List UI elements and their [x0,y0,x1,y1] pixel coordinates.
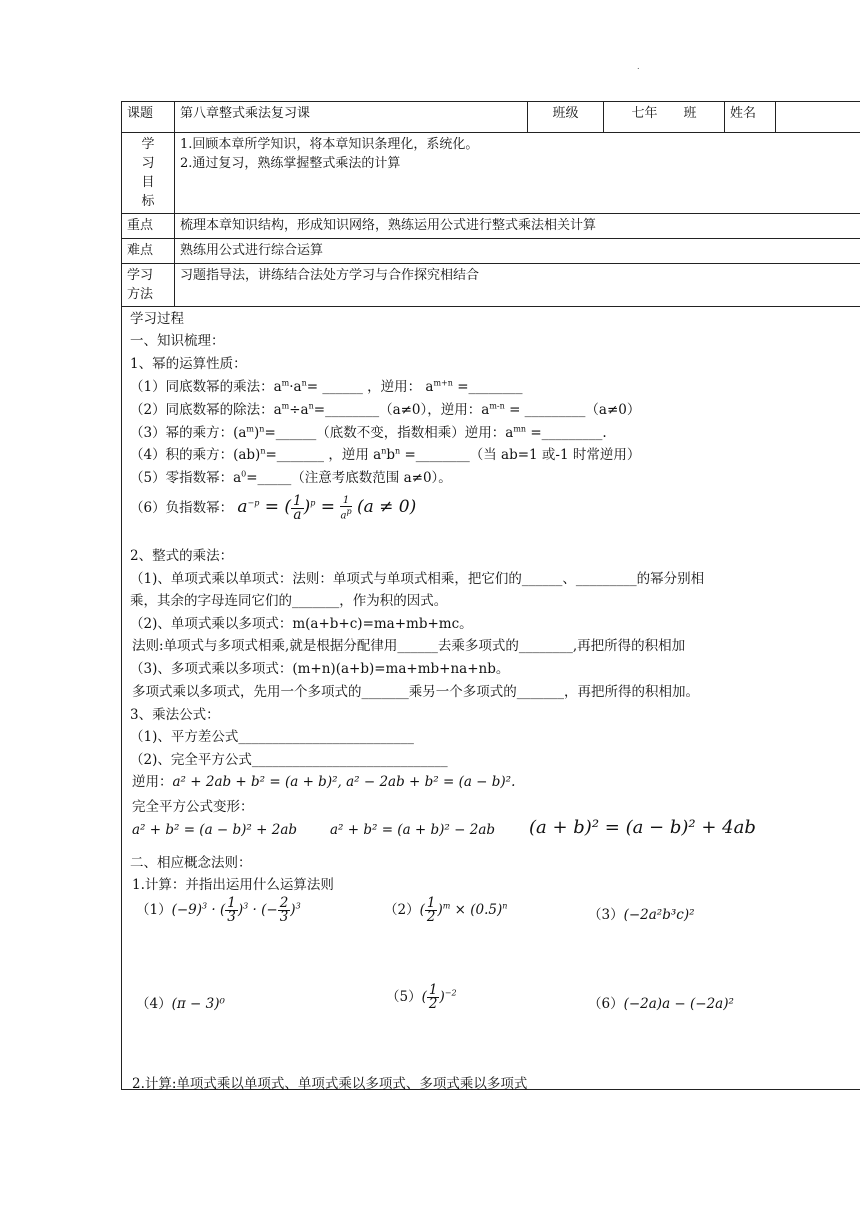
rule-6: （6）负指数幂： $a^{-p}$ = ( $\frac{1}{a}$ )$^p$ = $\frac{1}{a^p}$ (a ≠ 0) [130,493,417,523]
rule-1: （1）同底数幂的乘法：$a^m\cdot a^n=$ ______ ，逆用： $a^{m+n}$ =________ [130,378,523,395]
section-concepts: 二、相应概念法则： [130,855,252,871]
formula-reverse: 逆用：a² + 2ab + b² = (a + b)², a² − 2ab + b² = (a − b)². [132,774,516,790]
page-dot: . [637,62,640,71]
rule-2: （2）同底数幂的除法：$a^m\div a^n=\_\_\_\_\_\_\_\_(a\ne 0)$，逆用：$a^{m-n}$ = _________（a≠0） [130,401,641,418]
rule-poly-poly: （3)、多项式乘以多项式：(m+n)(a+b)=ma+mb+na+nb。 [130,661,510,677]
learning-process-section [121,307,860,1090]
formula-reverse-expr: a² + 2ab + b² = (a + b)², a² − 2ab + b² = (a − b)². [172,774,516,790]
question-2: （2）( $\frac{1}{2}$ )$^m \times (0.5)^n$ [384,895,508,925]
lesson-header-table [121,101,860,307]
key-label: 重点 [122,214,175,239]
formula-transform-title: 完全平方公式变形： [132,799,254,815]
task-1-title: 1.计算：并指出运用什么运算法则 [132,877,334,893]
section-knowledge: 一、知识梳理： [130,333,225,349]
difficulty-label: 难点 [122,239,175,264]
rule-5: （5）零指数幂：$a^0=\_\_\_\_\_$（注意考底数范围 a≠0）。 [130,469,452,486]
formula-transform-1: a² + b² = (a − b)² + 2ab [132,822,298,838]
rule-3: （3）幂的乘方：$(a^m)^n=\_\_\_\_\_\_$（底数不变，指数相乘）逆用：$a^{mn}$ =_________. [130,424,607,441]
method-label: 学习方法 [122,264,175,307]
formula-transform-3: (a + b)² = (a − b)² + 4ab [529,817,756,838]
class-label: 班级 [528,102,604,133]
question-1: $(1)(-9)^3$ · ( $\frac{1}{3}$ )$^3$ · (− $\frac{2}{3}$ )$^3$ [136,895,301,925]
rule-mono-poly: （2)、单项式乘以多项式：m(a+b+c)=ma+mb+mc。 [130,616,473,632]
formula-transform-2: a² + b² = (a + b)² − 2ab [330,822,496,838]
formula-diff-squares: （1)、平方差公式__________________________ [130,729,414,745]
formula-perfect-square: （2)、完全平方公式_____________________________ [130,752,448,768]
section-formulas: 3、乘法公式： [130,707,220,723]
name-label: 姓名 [725,102,776,133]
difficulty-value: 熟练用公式进行综合运算 [175,239,860,264]
goals-label: 学习目标 [122,133,175,214]
question-5: （5）( $\frac{1}{2}$ )$^{-2}$ [386,982,457,1012]
rule-mono-mono: （1)、单项式乘以单项式：法则：单项式与单项式相乘，把它们的______、_________的幂分别相 [130,571,705,587]
goals-cell [175,133,860,214]
key-value: 梳理本章知识结构，形成知识网络，熟练运用公式进行整式乘法相关计算 [175,214,860,239]
process-title: 学习过程 [130,311,184,327]
section-integral-mult: 2、整式的乘法： [130,548,234,564]
topic-label: 课题 [122,102,175,133]
task-2-title: 2.计算:单项式乘以单项式、单项式乘以多项式、多项式乘以多项式 [132,1076,528,1092]
goal-1: 1.回顾本章所学知识，将本章知识条理化，系统化。 [180,137,479,152]
class-value: 七年 班 [604,102,725,133]
name-value [776,102,860,133]
topic-value: 第八章整式乘法复习课 [175,102,528,133]
question-6: （6）(−2a)a − (−2a)² [588,996,734,1012]
rule-mono-mono-cont: 乘，其余的字母连同它们的_______，作为积的因式。 [130,593,448,609]
rule-poly-poly-law: 多项式乘以多项式，先用一个多项式的_______乘另一个多项式的_______，再把所得的积相加。 [132,684,699,700]
goal-2: 2.通过复习，熟练掌握整式乘法的计算 [180,156,401,171]
method-value: 习题指导法，讲练结合法处方学习与合作探究相结合 [175,264,860,307]
rule-mono-poly-law: 法则:单项式与多项式相乘,就是根据分配律用______去乘多项式的________,再把所得的积相加 [132,638,686,654]
question-3: （3）(−2a²b³c)² [588,907,695,923]
fraction-1-over-a: $\frac{1}{a}$ [293,493,302,523]
rule-6-label: （6）负指数幂： [130,500,234,516]
section-power-rules: 1、幂的运算性质： [130,356,247,372]
fraction-1-over-ap: $\frac{1}{a^p}$ [340,494,352,522]
rule-4: （4）积的乘方：(ab)$^n$=_______ ，逆用 $a^nb^n$ =________（当 ab=1 或-1 时常逆用） [130,446,641,463]
question-4: （4）(π − 3)⁰ [136,996,225,1012]
